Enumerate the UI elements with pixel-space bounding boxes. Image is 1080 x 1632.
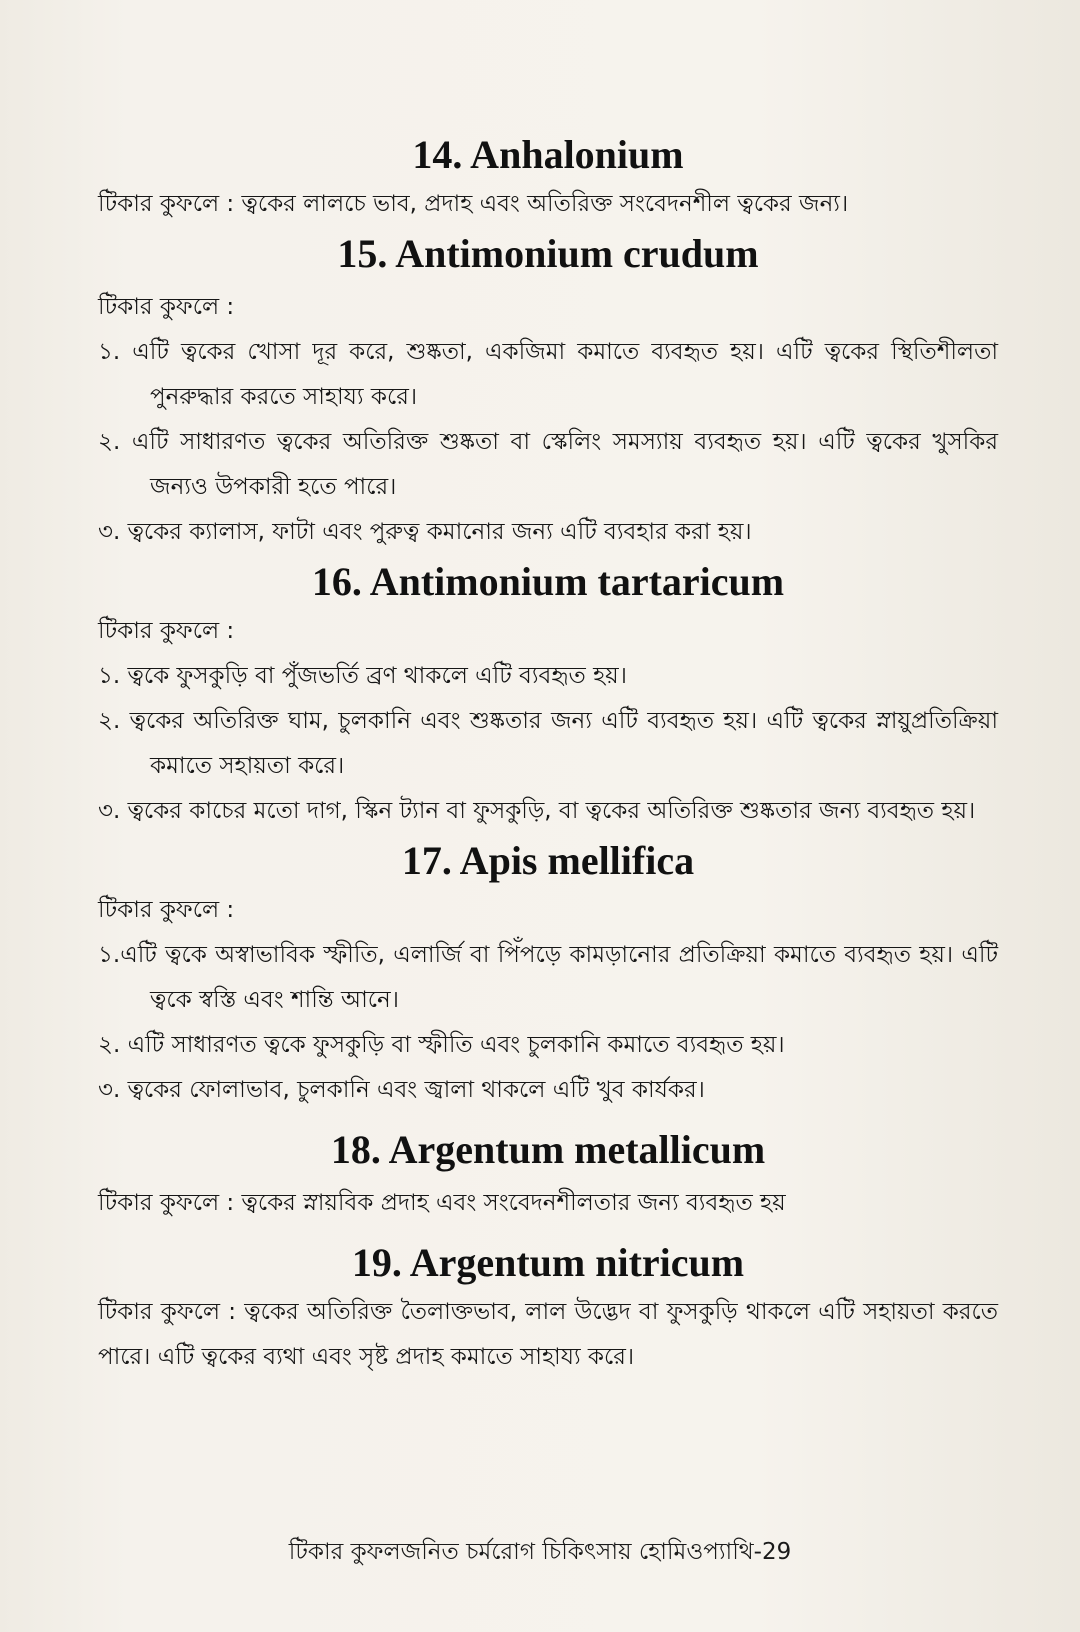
section-antimonium-crudum: [98, 227, 998, 555]
section-label: টিকার কুফলে :: [98, 618, 235, 644]
page-footer: টিকার কুফলজনিত চর্মরোগ চিকিৎসায় হোমিওপ্যাথি-29: [288, 1539, 792, 1565]
section-heading: 18. Argentum metallicum: [330, 1127, 766, 1172]
section-heading: 17. Apis mellifica: [401, 838, 695, 883]
section-argentum-metallicum: [98, 1123, 998, 1226]
list-item: ৩. ত্বকের কাচের মতো দাগ, স্কিন ট্যান বা ফুসকুড়ি, বা ত্বকের অতিরিক্ত শুষ্কতার জন্য ব্যবহৃত হয়।: [98, 798, 976, 824]
section-apis-mellifica: [98, 834, 998, 1113]
section-anhalonium: [98, 128, 998, 227]
section-antimonium-tartaricum: [98, 555, 998, 834]
section-text: টিকার কুফলে : ত্বকের লালচে ভাব, প্রদাহ এবং অতিরিক্ত সংবেদনশীল ত্বকের জন্য।: [98, 191, 849, 217]
item-list: [98, 933, 998, 1113]
section-text: টিকার কুফলে : ত্বকের অতিরিক্ত তৈলাক্তভাব, লাল উদ্ভেদ বা ফুসকুড়ি থাকলে এটি সহায়তা করতে পারে। এটি ত্বকের ব্যথা এবং সৃষ্ট প্রদাহ কমাতে সাহায্য করে।: [98, 1299, 998, 1370]
page-content: [98, 128, 998, 1380]
list-item: ১.এটি ত্বকে অস্বাভাবিক স্ফীতি, এলার্জি বা পিঁপড়ে কামড়ানোর প্রতিক্রিয়া কমাতে ব্যবহৃত হয়। এটি ত্বকে স্বস্তি এবং শান্তি আনে।: [98, 942, 998, 1013]
section-label: টিকার কুফলে :: [98, 294, 235, 320]
item-list: [98, 330, 998, 555]
list-item: ২. এটি সাধারণত ত্বকের অতিরিক্ত শুষ্কতা বা স্কেলিং সমস্যায় ব্যবহৃত হয়। এটি ত্বকের খুসকির জন্যও উপকারী হতে পারে।: [98, 429, 998, 500]
section-heading: 16. Antimonium tartaricum: [311, 559, 785, 604]
section-heading: 14. Anhalonium: [412, 132, 684, 177]
list-item: ৩. ত্বকের ক্যালাস, ফাটা এবং পুরুত্ব কমানোর জন্য এটি ব্যবহার করা হয়।: [98, 519, 752, 545]
list-item: ২. এটি সাধারণত ত্বকে ফুসকুড়ি বা স্ফীতি এবং চুলকানি কমাতে ব্যবহৃত হয়।: [98, 1032, 785, 1058]
section-argentum-nitricum: [98, 1236, 998, 1380]
list-item: ২. ত্বকের অতিরিক্ত ঘাম, চুলকানি এবং শুষ্কতার জন্য এটি ব্যবহৃত হয়। এটি ত্বকের স্নায়ুপ্রতিক্রিয়া কমাতে সহায়তা করে।: [98, 708, 998, 779]
list-item: ৩. ত্বকের ফোলাভাব, চুলকানি এবং জ্বালা থাকলে এটি খুব কার্যকর।: [98, 1077, 705, 1103]
section-heading: 15. Antimonium crudum: [337, 231, 759, 276]
section-label: টিকার কুফলে :: [98, 897, 235, 923]
section-heading: 19. Argentum nitricum: [351, 1240, 745, 1285]
section-text: টিকার কুফলে : ত্বকের স্নায়বিক প্রদাহ এবং সংবেদনশীলতার জন্য ব্যবহৃত হয়: [98, 1190, 786, 1216]
list-item: ১. এটি ত্বকের খোসা দূর করে, শুষ্কতা, একজিমা কমাতে ব্যবহৃত হয়। এটি ত্বকের স্থিতিশীলতা পুনরুদ্ধার করতে সাহায্য করে।: [98, 339, 998, 410]
item-list: [98, 654, 998, 834]
list-item: ১. ত্বকে ফুসকুড়ি বা পুঁজভর্তি ব্রণ থাকলে এটি ব্যবহৃত হয়।: [98, 663, 627, 689]
